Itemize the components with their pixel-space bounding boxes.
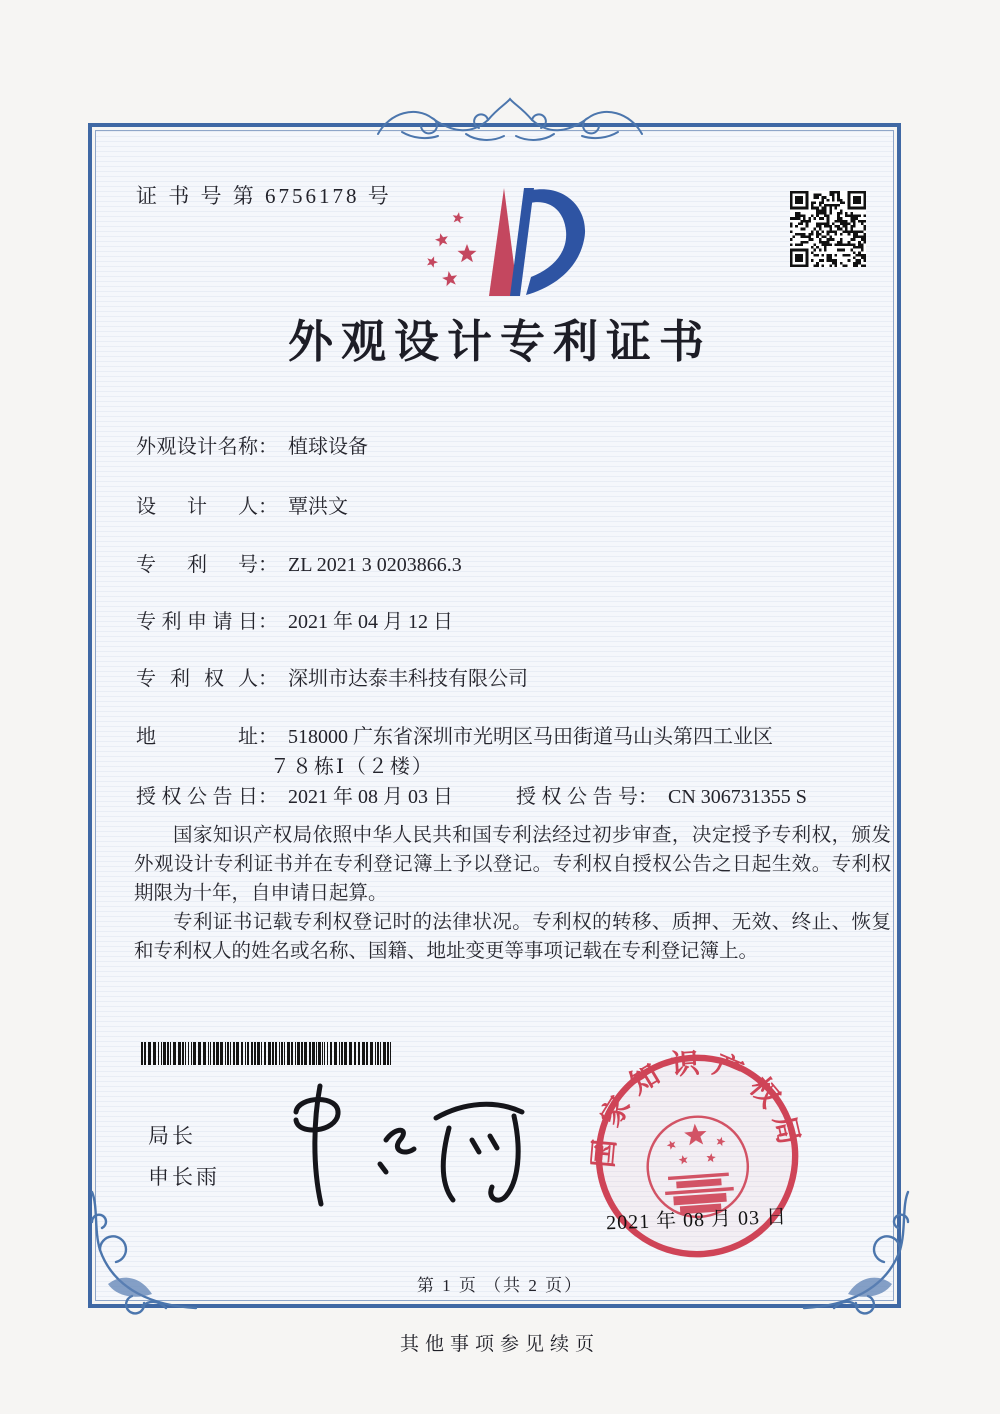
- qr-code: [790, 191, 866, 267]
- field-grant-number: [516, 780, 807, 809]
- logo-star: [442, 271, 457, 286]
- field-label: 地址: [136, 726, 258, 748]
- logo-star: [458, 244, 477, 262]
- seal-date: 2021 年 08 月 03 日: [605, 1206, 788, 1235]
- field-value: ZL 2021 3 0203866.3: [288, 554, 462, 576]
- field-label: 授权公告日: [136, 786, 258, 808]
- field-colon: ：: [258, 786, 278, 808]
- official-seal: [583, 1042, 811, 1270]
- field-label: 外观设计名称: [136, 436, 258, 458]
- bottom-right-corner-ornament: [798, 1188, 930, 1320]
- field-value: 植球设备: [288, 436, 368, 458]
- field-label: 专利申请日: [136, 611, 258, 633]
- page-number: 第 1 页 （共 2 页）: [416, 1276, 584, 1295]
- barcode: [141, 1042, 398, 1065]
- director-name: 申长雨: [148, 1165, 220, 1189]
- field-label: 设计人: [136, 496, 258, 518]
- logo-p-bowl: [526, 189, 585, 295]
- certificate-title: 外观设计专利证书: [287, 317, 712, 367]
- field-patent-number: [136, 548, 462, 577]
- director-title: 局长: [148, 1124, 196, 1148]
- field-colon: ：: [258, 554, 278, 576]
- field-value: 2021 年 04 月 12 日: [288, 611, 453, 633]
- field-value: 深圳市达泰丰科技有限公司: [288, 668, 528, 690]
- field-value: CN 306731355 S: [668, 786, 807, 808]
- field-address: [136, 720, 773, 749]
- seal-org-text: 国家知识产权局: [588, 1047, 807, 1170]
- field-designer: [136, 490, 348, 519]
- field-address-line2: ７８栋Ⅰ（２楼）: [270, 756, 434, 778]
- field-colon: ：: [258, 726, 278, 748]
- bottom-left-corner-ornament: [70, 1188, 202, 1320]
- logo-star: [453, 212, 464, 223]
- field-label: 专利权人: [136, 668, 258, 690]
- field-colon: ：: [258, 668, 278, 690]
- field-label: 专利号: [136, 554, 258, 576]
- field-value: 2021 年 08 月 03 日: [288, 786, 453, 808]
- continuation-note: 其他事项参见续页: [399, 1334, 600, 1355]
- corner-leaf-shape: [848, 1278, 892, 1297]
- legal-text-block: [134, 821, 891, 966]
- legal-paragraph: 专利证书记载专利权登记时的法律状况。专利权的转移、质押、无效、终止、恢复和专利权人的姓名或名称、国籍、地址变更等事项记载在专利登记簿上。: [134, 912, 891, 962]
- corner-leaf-shape: [108, 1278, 152, 1297]
- field-value: 518000 广东省深圳市光明区马田街道马山头第四工业区: [288, 726, 773, 748]
- logo-star: [435, 233, 448, 246]
- field-value: 覃洪文: [288, 496, 348, 518]
- certificate-number: 证 书 号 第 6756178 号: [136, 184, 392, 208]
- field-colon: ：: [258, 611, 278, 633]
- field-colon: ：: [258, 496, 278, 518]
- field-grant-date: [136, 780, 453, 809]
- director-signature: [268, 1078, 540, 1210]
- field-colon: ：: [638, 786, 658, 808]
- logo-star: [427, 256, 438, 267]
- cnipa-logo: [418, 176, 596, 304]
- field-design-name: [136, 430, 368, 459]
- top-scroll-ornament: [372, 94, 648, 152]
- legal-paragraph: 国家知识产权局依照中华人民共和国专利法经过初步审查，决定授予专利权，颁发外观设计专利证书并在专利登记簿上予以登记。专利权自授权公告之日起生效。专利权期限为十年，自申请日起算。: [134, 825, 891, 904]
- field-colon: ：: [258, 436, 278, 458]
- field-patentee: [136, 662, 528, 691]
- field-label: 授权公告号: [516, 786, 638, 808]
- field-filing-date: [136, 605, 453, 634]
